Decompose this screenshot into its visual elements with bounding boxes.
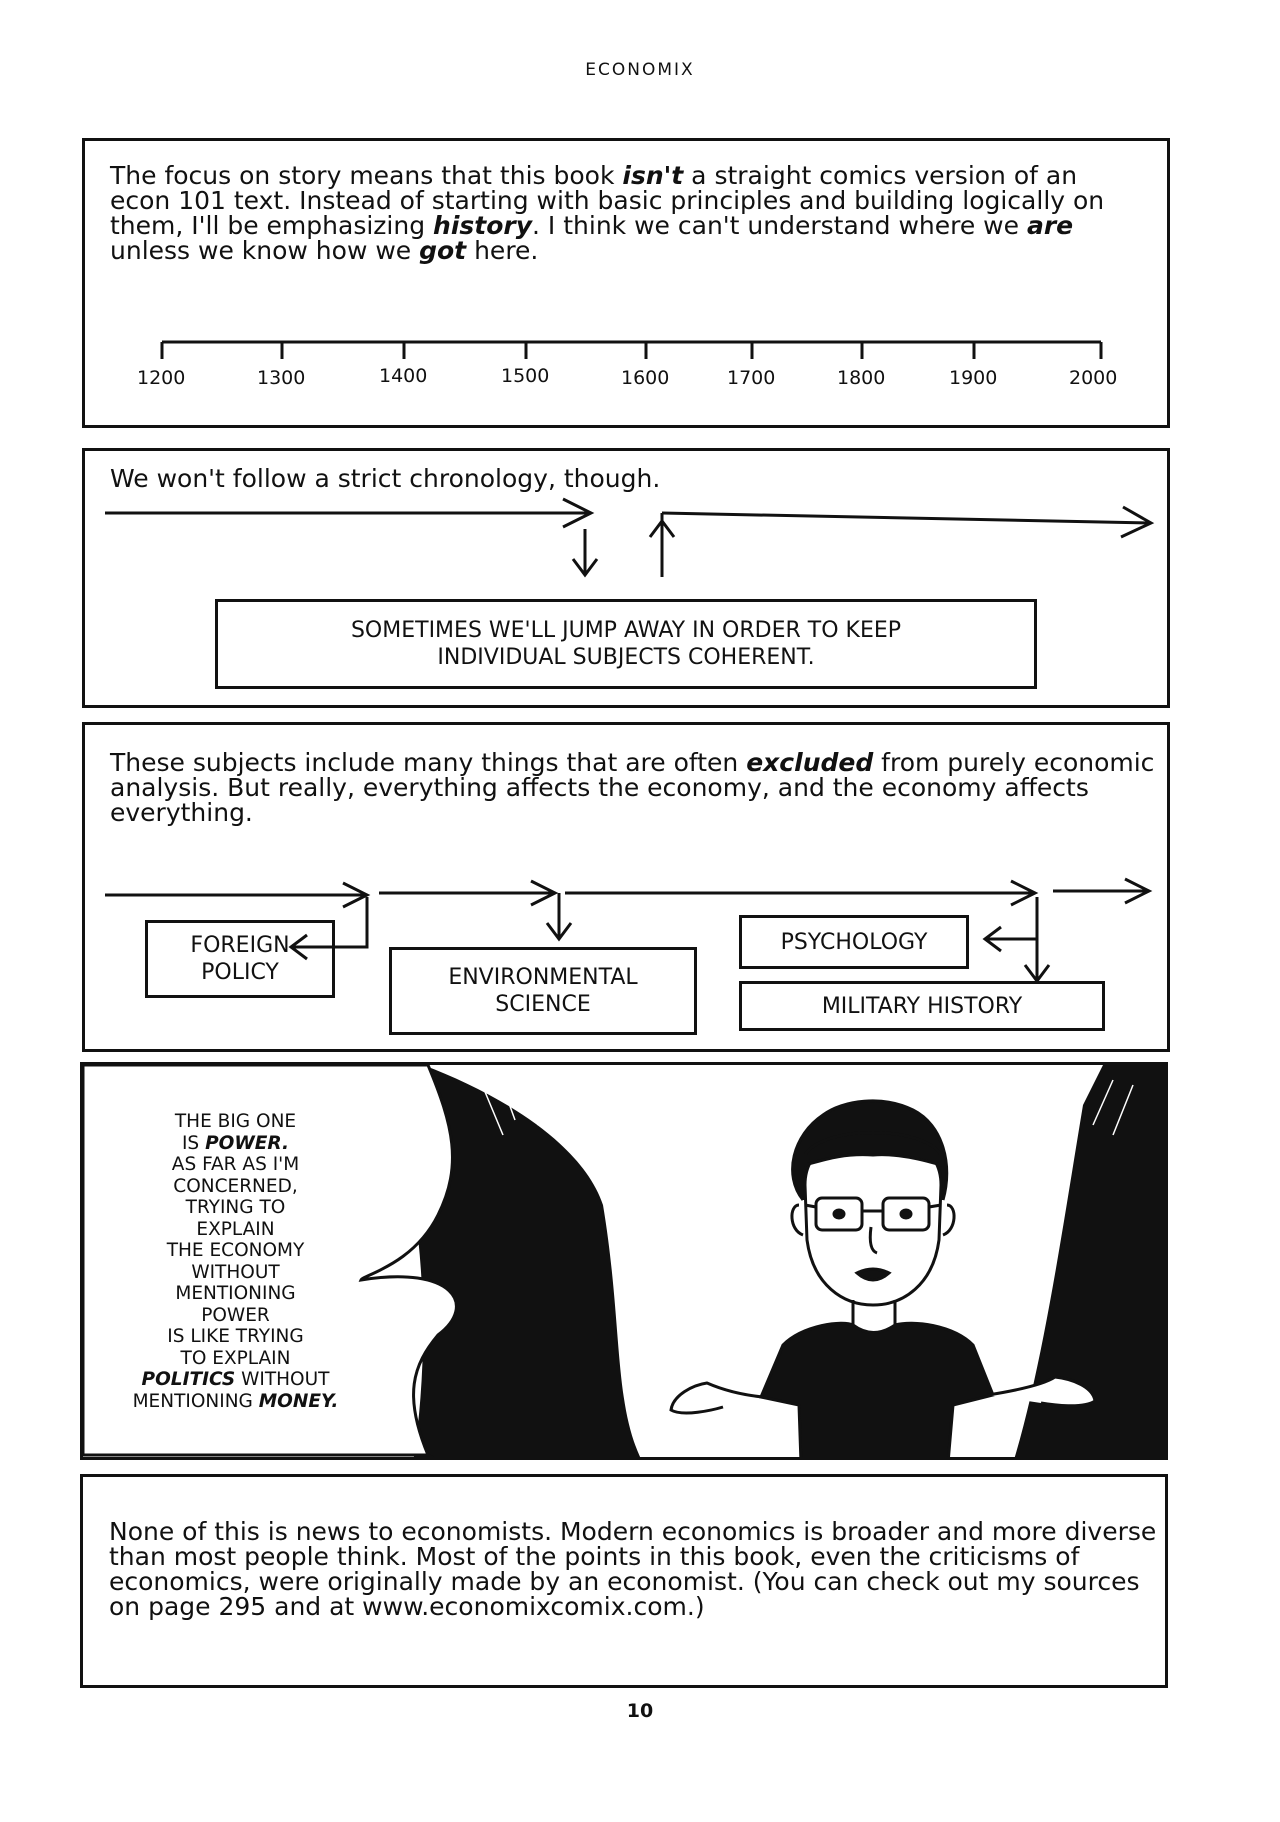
panel5-caption: None of this is news to economists. Modern economics is broader and more diverse than most people think. Most of the points in this book, even the criticisms of economics, were originally made by an economist. (You can check out my sources on page 295 and at www.economixcomix.com.) (109, 1517, 1157, 1621)
timeline-year: 2000 (1069, 367, 1118, 389)
timeline-year: 1900 (949, 367, 998, 389)
environmental-science-box: ENVIRONMENTAL SCIENCE (389, 947, 697, 1035)
foreign-policy-box: FOREIGN POLICY (145, 920, 335, 998)
timeline-year: 1200 (137, 367, 186, 389)
timeline-year: 1700 (727, 367, 776, 389)
psychology-box: PSYCHOLOGY (739, 915, 969, 969)
panel-power (80, 1062, 1168, 1460)
timeline-year: 1600 (621, 367, 670, 389)
page-number: 10 (626, 1700, 654, 1722)
timeline-year: 1800 (837, 367, 886, 389)
speech-bubble-text: THE BIG ONE IS POWER. AS FAR AS I'M CONCERNED, TRYING TO EXPLAIN THE ECONOMY WITHOUT MENTIONING POWER IS LIKE TRYING TO EXPLAIN POLITICS WITHOUT MENTIONING MONEY. (132, 1111, 339, 1412)
timeline-year: 1500 (501, 365, 550, 387)
panel-history-timeline (82, 138, 1170, 428)
panel1-caption: The focus on story means that this book isn't a straight comics version of an econ 101 text. Instead of starting with basic principles and building logically on them, I'll be emphasizing history. I think we can't understand where we are unless we know how we got here. (110, 161, 1105, 265)
panel-subjects (82, 722, 1170, 1052)
running-header: ECONOMIX (585, 60, 695, 80)
panel3-caption: These subjects include many things that are often excluded from purely economic analysis. But really, everything affects the economy, and the economy affects everything. (110, 748, 1155, 827)
jump-away-box: SOMETIMES WE'LL JUMP AWAY IN ORDER TO KEEP INDIVIDUAL SUBJECTS COHERENT. (215, 599, 1037, 689)
panel2-caption: We won't follow a strict chronology, though. (110, 464, 661, 493)
timeline-year: 1400 (379, 365, 428, 387)
timeline-year: 1300 (257, 367, 306, 389)
panel-chronology (82, 448, 1170, 708)
panel-economists (80, 1474, 1168, 1688)
military-history-box: MILITARY HISTORY (739, 981, 1105, 1031)
